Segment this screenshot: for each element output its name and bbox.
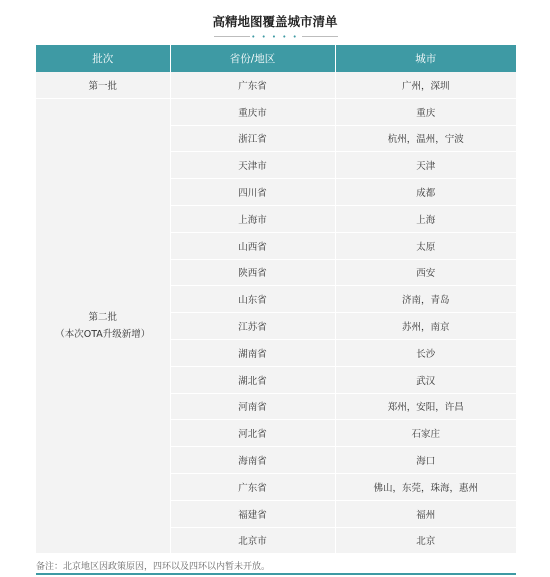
cities-cell: 太原 [335, 232, 516, 259]
cities-cell: 海口 [335, 447, 516, 474]
cities-cell: 长沙 [335, 339, 516, 366]
footnote: 备注：北京地区因政策原因，四环以及四环以内暂未开放。 [36, 562, 271, 572]
header-province: 省份/地区 [170, 45, 335, 72]
province-cell: 浙江省 [170, 125, 335, 152]
cities-cell: 成都 [335, 179, 516, 206]
province-cell: 四川省 [170, 179, 335, 206]
header-cities: 城市 [335, 45, 516, 72]
province-cell: 江苏省 [170, 313, 335, 340]
province-cell: 海南省 [170, 447, 335, 474]
batch-sublabel: （本次OTA升级新增） [55, 329, 151, 341]
province-cell: 广东省 [170, 473, 335, 500]
province-cell: 山西省 [170, 232, 335, 259]
province-cell: 福建省 [170, 500, 335, 527]
cities-cell: 重庆 [335, 98, 516, 125]
cities-cell: 佛山，东莞，珠海，惠州 [335, 473, 516, 500]
province-cell: 湖北省 [170, 366, 335, 393]
province-cell: 北京市 [170, 527, 335, 554]
cities-cell: 郑州，安阳，许昌 [335, 393, 516, 420]
title-dots-decoration: • • • • • [251, 33, 299, 41]
cities-cell: 苏州，南京 [335, 313, 516, 340]
cities-cell: 石家庄 [335, 420, 516, 447]
cities-cell: 武汉 [335, 366, 516, 393]
province-cell: 湖南省 [170, 339, 335, 366]
batch-cell [36, 98, 170, 554]
batch-cell: 第一批 [36, 72, 170, 98]
page-title: 高精地图覆盖城市清单 [212, 14, 338, 29]
province-cell: 河北省 [170, 420, 335, 447]
batch-label: 第二批 [88, 312, 117, 324]
province-cell: 重庆市 [170, 98, 335, 125]
cities-cell: 上海 [335, 205, 516, 232]
province-cell: 天津市 [170, 152, 335, 179]
cities-cell: 西安 [335, 259, 516, 286]
cities-cell: 福州 [335, 500, 516, 527]
header-batch: 批次 [36, 45, 170, 72]
cities-cell: 北京 [335, 527, 516, 554]
cities-cell: 济南，青岛 [335, 286, 516, 313]
table-header-row [36, 45, 516, 72]
table-row [36, 72, 516, 98]
bottom-divider [36, 573, 516, 575]
cities-cell: 杭州，温州，宁波 [335, 125, 516, 152]
title-divider-right [302, 36, 338, 37]
table-row [36, 98, 516, 125]
cities-cell: 天津 [335, 152, 516, 179]
cities-cell: 广州，深圳 [335, 72, 516, 98]
province-cell: 上海市 [170, 205, 335, 232]
province-cell: 河南省 [170, 393, 335, 420]
province-cell: 陕西省 [170, 259, 335, 286]
province-cell: 广东省 [170, 72, 335, 98]
province-cell: 山东省 [170, 286, 335, 313]
city-coverage-table [36, 45, 516, 554]
